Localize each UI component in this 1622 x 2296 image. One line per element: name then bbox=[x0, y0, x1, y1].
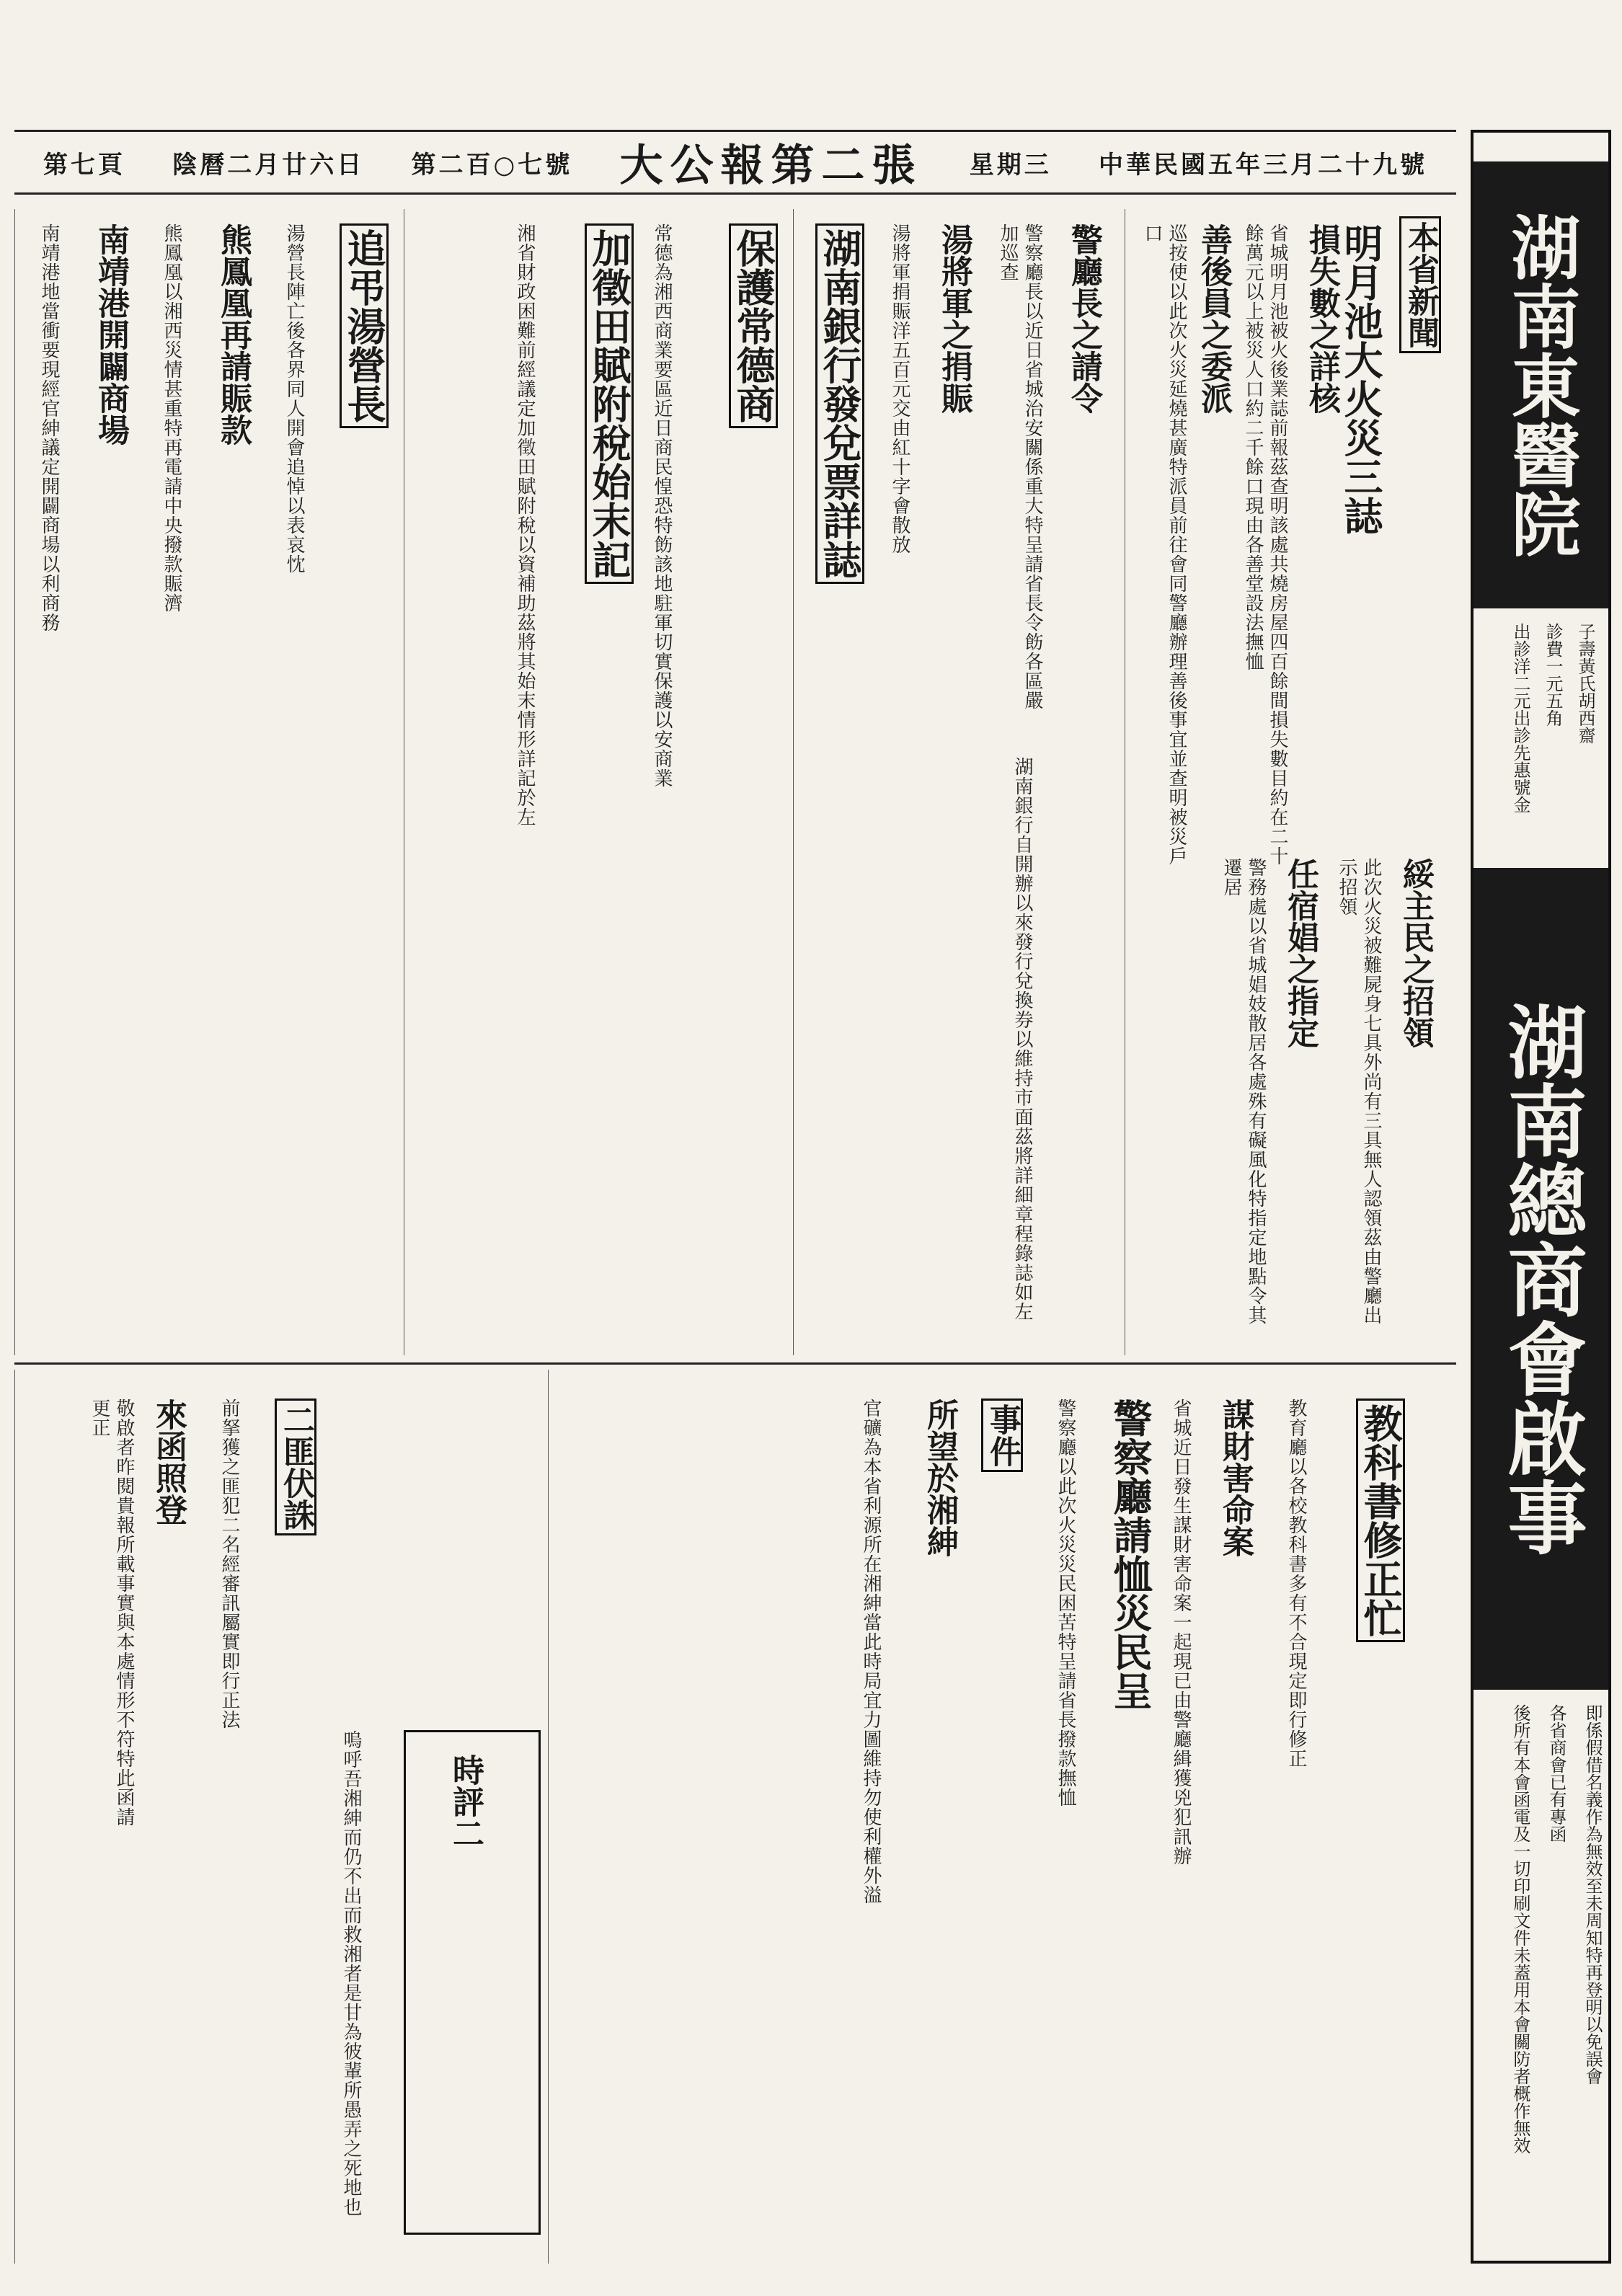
headline-executed: 二匪伏誅 bbox=[275, 1399, 316, 1535]
article-fire: 省城明月池被火後業誌前報茲查明該處共燒房屋四百餘間損失數目約在二十餘萬元以上被災人口約二千餘口現由各善堂設法撫恤 bbox=[1242, 223, 1288, 866]
news-column-2 bbox=[793, 209, 1121, 1355]
ad-chamber-text-1: 即係假借名義作為無效至未周知特再登明以免誤會 bbox=[1582, 1704, 1603, 2085]
article-police-chief: 警察廳長以近日省城治安關係重大特呈請省長令飭各區嚴加巡查 bbox=[997, 223, 1043, 710]
commentary-title: 時評二 bbox=[447, 1754, 484, 1849]
news-column-6 bbox=[14, 1370, 332, 2264]
news-column-3 bbox=[404, 209, 789, 1355]
ad-clinic-visit: 出診洋二元出診先惠號金 bbox=[1510, 623, 1530, 813]
article-land-tax: 湘省財政困難前經議定加徵田賦附稅以資補助茲將其始末情形詳記於左 bbox=[514, 223, 536, 827]
ad-clinic-doctor: 子壽黃氏胡西齋 bbox=[1575, 623, 1595, 744]
ad-clinic-banner: 湖南東醫院 bbox=[1473, 161, 1608, 608]
article-textbook: 教育廳以各校教科書多有不合現定即行修正 bbox=[1285, 1399, 1307, 1768]
headline-donation: 湯將軍之捐賑 bbox=[936, 223, 972, 414]
headline-textbook: 教科書修正忙 bbox=[1356, 1399, 1405, 1642]
headline-police-chief: 警廳長之請令 bbox=[1065, 223, 1102, 414]
headline-fire: 明月池大火災三誌 bbox=[1338, 223, 1384, 535]
subhead-loss: 損失數之詳核 bbox=[1303, 223, 1340, 414]
article-letter: 敬啟者昨閱貴報所載事實與本處情形不符特此函請更正 bbox=[89, 1399, 135, 1827]
article-memorial: 湯營長陣亡後各界同人開會追悼以表哀忱 bbox=[283, 223, 305, 574]
commentary-box bbox=[404, 1730, 541, 2235]
divider-rule bbox=[14, 1362, 1456, 1365]
lunar-date: 陰曆二月廿六日 bbox=[172, 150, 365, 179]
article-changde: 常德為湘西商業要區近日商民惶恐特飭該地駐軍切實保護以安商業 bbox=[651, 223, 673, 788]
article-market: 南靖港地當衝要現經官紳議定開闢商場以利商務 bbox=[38, 223, 60, 632]
headline-hope-gentry: 所望於湘紳 bbox=[921, 1399, 958, 1557]
section-title: 本省新聞 bbox=[1399, 216, 1441, 353]
headline-bank-notes: 湖南銀行發兌票詳誌 bbox=[815, 223, 864, 584]
headline-bodies: 綏主民之招領 bbox=[1397, 858, 1434, 1048]
article-murder: 省城近日發生謀財害命案一起現已由警廳緝獲兇犯訊辦 bbox=[1170, 1399, 1192, 1866]
article-xiong-relief: 熊鳳凰以湘西災情甚重特再電請中央撥款賑濟 bbox=[161, 223, 182, 613]
headline-murder: 謀財害命案 bbox=[1217, 1399, 1254, 1557]
article-brothel: 警務處以省城娼妓散居各處殊有礙風化特指定地點令其遷居 bbox=[1220, 858, 1267, 1325]
headline-letter: 來函照登 bbox=[150, 1399, 187, 1525]
article-bodies: 此次火災被難屍身七具外尚有三具無人認領茲由警廳出示招領 bbox=[1336, 858, 1382, 1325]
article-relief-officer: 巡按使以此次火災延燒甚廣特派員前往會同警廳辦理善後事宜並查明被災戶口 bbox=[1141, 223, 1187, 866]
masthead-band bbox=[14, 130, 1456, 195]
ad-clinic-fee: 診費一元五角 bbox=[1543, 623, 1563, 727]
headline-brothel: 任宿娼之指定 bbox=[1282, 858, 1319, 1048]
article-executed: 前拏獲之匪犯二名經審訊屬實即行正法 bbox=[218, 1399, 240, 1729]
commentary-text: 嗚呼吾湘紳而仍不出而救湘者是甘為彼輩所愚弄之死地也 bbox=[340, 1730, 362, 2217]
article-donation: 湯將軍捐賑洋五百元交由紅十字會散放 bbox=[889, 223, 910, 554]
advertisement-column bbox=[1471, 130, 1611, 2264]
headline-relief-petition: 警察廳請恤災民呈 bbox=[1107, 1399, 1153, 1710]
article-bank-notes: 湖南銀行自開辦以來發行兌換券以維持市面茲將詳細章程錄誌如左 bbox=[1011, 757, 1033, 1321]
ad-chamber-text-2: 各省商會已有專函 bbox=[1546, 1704, 1566, 1843]
headline-event: 事件 bbox=[981, 1399, 1023, 1472]
headline-xiong-relief: 熊鳳凰再請賑款 bbox=[215, 223, 252, 446]
weekday: 星期三 bbox=[969, 150, 1052, 179]
issue-number: 第二百○七號 bbox=[411, 150, 573, 179]
news-column-1 bbox=[1125, 209, 1456, 1355]
news-column-4 bbox=[14, 209, 400, 1355]
headline-relief-officer: 善後員之委派 bbox=[1195, 223, 1232, 414]
article-hope-gentry: 官礦為本省利源所在湘紳當此時局宜力圖維持勿使利權外溢 bbox=[860, 1399, 882, 1905]
masthead-title: 大公報第二張 bbox=[619, 141, 923, 191]
ad-chamber-text-3: 後所有本會函電及一切印刷文件未蓋用本會關防者概作無效 bbox=[1510, 1704, 1530, 2154]
headline-market: 南靖港開闢商場 bbox=[92, 223, 129, 446]
headline-land-tax: 加徵田賦附稅始末記 bbox=[585, 223, 634, 584]
news-column-5 bbox=[548, 1370, 1456, 2264]
article-relief-petition: 警察廳以此次火災災民困苦特呈請省長撥款撫恤 bbox=[1055, 1399, 1076, 1807]
headline-changde: 保護常德商 bbox=[729, 223, 778, 428]
page-number: 第七頁 bbox=[43, 150, 125, 179]
ad-chamber-banner: 湖南總商會啟事 bbox=[1473, 868, 1608, 1690]
western-date: 中華民國五年三月二十九號 bbox=[1099, 150, 1427, 179]
headline-memorial: 追弔湯營長 bbox=[340, 223, 389, 428]
